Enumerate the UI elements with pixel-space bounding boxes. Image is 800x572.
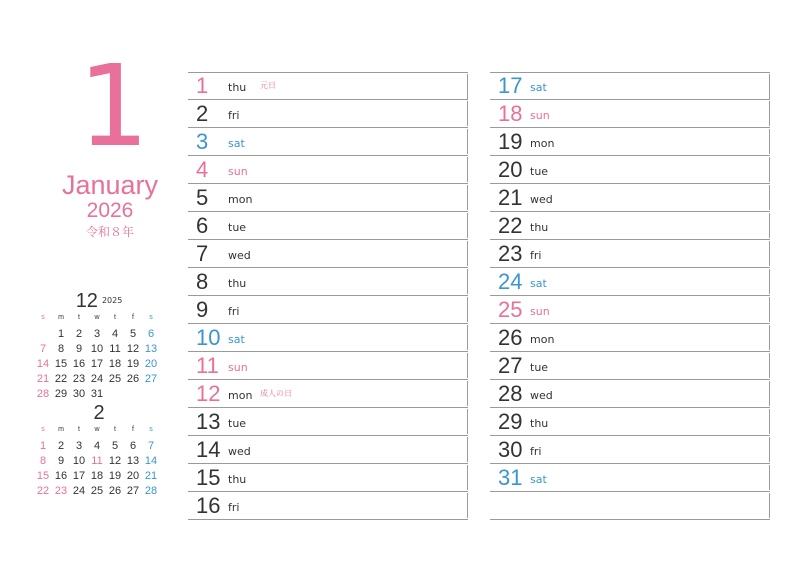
- weekday-letter: s: [149, 426, 153, 433]
- month-number: 1: [78, 42, 150, 172]
- day-number: 1: [196, 73, 209, 98]
- day-number: 2: [196, 101, 209, 126]
- mini-day-cell: 13: [126, 455, 140, 467]
- mini-day-cell: 2: [57, 440, 65, 452]
- day-number: 30: [498, 437, 523, 462]
- day-number: 3: [196, 129, 209, 154]
- week-row: [34, 342, 164, 357]
- weekday-letter: s: [41, 426, 45, 433]
- day-number: 7: [196, 241, 209, 266]
- day-number: 10: [196, 325, 221, 350]
- day-row: [188, 184, 468, 212]
- day-list-left: [188, 72, 468, 520]
- mini-day-cell: 1: [57, 328, 65, 340]
- weekday-letter: t: [114, 314, 116, 321]
- day-row: [188, 408, 468, 436]
- weekday-label: sun: [530, 305, 550, 318]
- mini-day-cell: 7: [147, 440, 155, 452]
- week-row: [34, 454, 164, 469]
- mini-day-cell: 19: [108, 470, 122, 482]
- mini-day-cell: 20: [126, 470, 140, 482]
- day-row: [490, 72, 770, 100]
- day-row: [188, 268, 468, 296]
- mini-day-cell: 2: [75, 328, 83, 340]
- day-number: 13: [196, 409, 221, 434]
- weekday-label: sat: [228, 333, 245, 346]
- week-row: [34, 387, 164, 402]
- day-number: 20: [498, 157, 523, 182]
- mini-day-cell: 16: [72, 358, 86, 370]
- day-number: 18: [498, 101, 523, 126]
- mini-day-cell: [34, 327, 52, 342]
- day-row: [188, 72, 468, 100]
- day-number: 16: [196, 493, 221, 518]
- day-number: 15: [196, 465, 221, 490]
- week-row: [34, 484, 164, 499]
- mini-day-cell: [106, 387, 124, 402]
- weekday-label: fri: [530, 249, 542, 262]
- weekday-label: thu: [228, 473, 247, 486]
- day-row: [490, 436, 770, 464]
- mini-day-cell: 11: [109, 343, 121, 355]
- mini-day-cell: 29: [54, 388, 68, 400]
- mini-day-cell: 1: [39, 440, 47, 452]
- day-row: [490, 380, 770, 408]
- weekday-label: tue: [228, 417, 247, 430]
- week-row: [34, 469, 164, 484]
- mini-day-cell: 14: [144, 455, 158, 467]
- prev-month-year: 2025: [101, 296, 123, 305]
- month-name: January: [61, 170, 159, 200]
- day-row: [188, 212, 468, 240]
- day-row: [188, 324, 468, 352]
- mini-day-cell: 6: [147, 328, 155, 340]
- day-row: [490, 464, 770, 492]
- day-number: 29: [498, 409, 523, 434]
- mini-day-cell: 28: [144, 485, 158, 497]
- day-row: [490, 100, 770, 128]
- weekday-letter: s: [41, 314, 45, 321]
- weekday-label: tue: [530, 361, 549, 374]
- weekday-letter: t: [114, 426, 116, 433]
- mini-day-cell: 10: [72, 455, 86, 467]
- weekday-letter: t: [78, 426, 80, 433]
- mini-day-cell: 27: [126, 485, 140, 497]
- mini-day-cell: 17: [72, 470, 86, 482]
- day-row: [490, 212, 770, 240]
- weekday-label: mon: [530, 137, 555, 150]
- next-month-number: 2: [93, 402, 105, 424]
- mini-day-cell: 11: [91, 455, 103, 467]
- mini-day-cell: 14: [36, 358, 50, 370]
- mini-day-cell: 3: [75, 440, 83, 452]
- weekday-label: sun: [228, 361, 248, 374]
- day-number: 31: [498, 465, 523, 490]
- day-row: [188, 240, 468, 268]
- day-number: 6: [196, 213, 209, 238]
- day-number: 27: [498, 353, 523, 378]
- mini-day-cell: 9: [75, 343, 83, 355]
- mini-day-cell: 15: [54, 358, 68, 370]
- mini-day-cell: 18: [108, 358, 122, 370]
- mini-day-cell: 8: [39, 455, 47, 467]
- holiday-label: 成人の日: [260, 389, 292, 398]
- day-number: 8: [196, 269, 209, 294]
- mini-day-cell: 21: [36, 373, 50, 385]
- weekday-label: fri: [228, 305, 240, 318]
- day-number: 17: [498, 73, 523, 98]
- weekday-label: fri: [530, 445, 542, 458]
- next-month-grid: [34, 424, 164, 499]
- mini-day-cell: 31: [90, 388, 104, 400]
- day-row: [490, 184, 770, 212]
- mini-day-cell: 18: [90, 470, 104, 482]
- weekday-label: sat: [228, 137, 245, 150]
- mini-day-cell: 15: [36, 470, 50, 482]
- day-number: 28: [498, 381, 523, 406]
- day-number: 22: [498, 213, 523, 238]
- day-number: 5: [196, 185, 209, 210]
- day-row: [188, 436, 468, 464]
- mini-day-cell: 6: [129, 440, 137, 452]
- weekday-label: sun: [228, 165, 248, 178]
- day-number: 4: [196, 157, 209, 182]
- mini-day-cell: 4: [93, 440, 101, 452]
- weekday-letter: w: [94, 314, 100, 321]
- day-list-right: [490, 72, 770, 520]
- mini-day-cell: 24: [72, 485, 86, 497]
- day-row: [490, 296, 770, 324]
- mini-day-cell: 5: [129, 328, 137, 340]
- weekday-letter: f: [132, 314, 134, 321]
- day-row: [188, 492, 468, 520]
- day-row: [490, 492, 770, 520]
- mini-day-cell: 16: [54, 470, 68, 482]
- weekday-label: mon: [228, 193, 253, 206]
- prev-month-header: [34, 290, 164, 312]
- weekday-label: fri: [228, 501, 240, 514]
- day-number: 26: [498, 325, 523, 350]
- day-row: [490, 128, 770, 156]
- mini-day-cell: 24: [90, 373, 104, 385]
- day-row: [188, 352, 468, 380]
- weekday-label: tue: [228, 221, 247, 234]
- japanese-era-label: 令和８年: [85, 225, 134, 239]
- day-row: [490, 240, 770, 268]
- day-row: [490, 324, 770, 352]
- mini-day-cell: [124, 387, 142, 402]
- day-row: [490, 268, 770, 296]
- weekday-letter: w: [94, 426, 100, 433]
- mini-day-cell: 10: [90, 343, 104, 355]
- prev-month-calendar: [34, 290, 164, 402]
- weekday-label: sat: [530, 81, 547, 94]
- weekday-label: thu: [530, 417, 549, 430]
- day-number: 25: [498, 297, 523, 322]
- weekday-label: mon: [228, 389, 253, 402]
- day-number: 19: [498, 129, 523, 154]
- day-row: [188, 380, 468, 408]
- weekday-letter: t: [78, 314, 80, 321]
- mini-day-cell: 30: [72, 388, 86, 400]
- mini-day-cell: [142, 387, 160, 402]
- weekday-label: fri: [228, 109, 240, 122]
- day-row: [490, 156, 770, 184]
- mini-day-cell: 25: [90, 485, 104, 497]
- mini-day-cell: 12: [126, 343, 140, 355]
- day-number: 11: [196, 353, 219, 378]
- weekday-header-row: [34, 424, 164, 439]
- weekday-label: wed: [530, 193, 553, 206]
- week-row: [34, 372, 164, 387]
- mini-day-cell: 26: [126, 373, 140, 385]
- mini-day-cell: 26: [108, 485, 122, 497]
- mini-day-cell: 17: [90, 358, 104, 370]
- mini-day-cell: 21: [144, 470, 158, 482]
- mini-day-cell: 27: [144, 373, 158, 385]
- day-row: [188, 464, 468, 492]
- weekday-label: sun: [530, 109, 550, 122]
- mini-day-cell: 28: [36, 388, 50, 400]
- weekday-label: thu: [228, 277, 247, 290]
- day-row: [490, 408, 770, 436]
- weekday-label: mon: [530, 333, 555, 346]
- day-row: [490, 352, 770, 380]
- mini-day-cell: 19: [126, 358, 140, 370]
- weekday-label: sat: [530, 473, 547, 486]
- mini-day-cell: 4: [111, 328, 119, 340]
- year-label: 2026: [86, 199, 134, 222]
- day-number: 21: [498, 185, 523, 210]
- weekday-header-row: [34, 312, 164, 327]
- mini-day-cell: 8: [57, 343, 65, 355]
- weekday-label: tue: [530, 165, 549, 178]
- mini-day-cell: 22: [54, 373, 68, 385]
- prev-month-number: 12: [75, 290, 98, 312]
- week-row: [34, 357, 164, 372]
- day-row: [188, 128, 468, 156]
- mini-day-cell: 7: [39, 343, 47, 355]
- weekday-label: thu: [530, 221, 549, 234]
- mini-day-cell: 13: [144, 343, 158, 355]
- mini-day-cell: 12: [108, 455, 122, 467]
- weekday-letter: m: [58, 426, 64, 433]
- weekday-label: wed: [228, 445, 251, 458]
- day-number: 24: [498, 269, 523, 294]
- day-number: 23: [498, 241, 523, 266]
- prev-month-grid: [34, 312, 164, 402]
- day-number: 14: [196, 437, 221, 462]
- day-row: [188, 100, 468, 128]
- week-row: [34, 327, 164, 342]
- weekday-label: sat: [530, 277, 547, 290]
- mini-day-cell: 23: [54, 485, 68, 497]
- mini-day-cell: 25: [108, 373, 122, 385]
- day-row: [188, 296, 468, 324]
- day-number: 9: [196, 297, 209, 322]
- weekday-letter: m: [58, 314, 64, 321]
- mini-day-cell: 20: [144, 358, 158, 370]
- weekday-letter: s: [149, 314, 153, 321]
- holiday-label: 元日: [260, 81, 276, 90]
- day-row: [188, 156, 468, 184]
- mini-day-cell: 23: [72, 373, 86, 385]
- weekday-label: wed: [530, 389, 553, 402]
- mini-day-cell: 22: [36, 485, 50, 497]
- weekday-letter: f: [132, 426, 134, 433]
- mini-day-cell: 3: [93, 328, 101, 340]
- weekday-label: wed: [228, 249, 251, 262]
- week-row: [34, 439, 164, 454]
- mini-day-cell: 9: [57, 455, 65, 467]
- next-month-header: [34, 402, 164, 424]
- mini-day-cell: 5: [111, 440, 119, 452]
- weekday-label: thu: [228, 81, 247, 94]
- next-month-calendar: [34, 402, 164, 499]
- day-number: 12: [196, 381, 221, 406]
